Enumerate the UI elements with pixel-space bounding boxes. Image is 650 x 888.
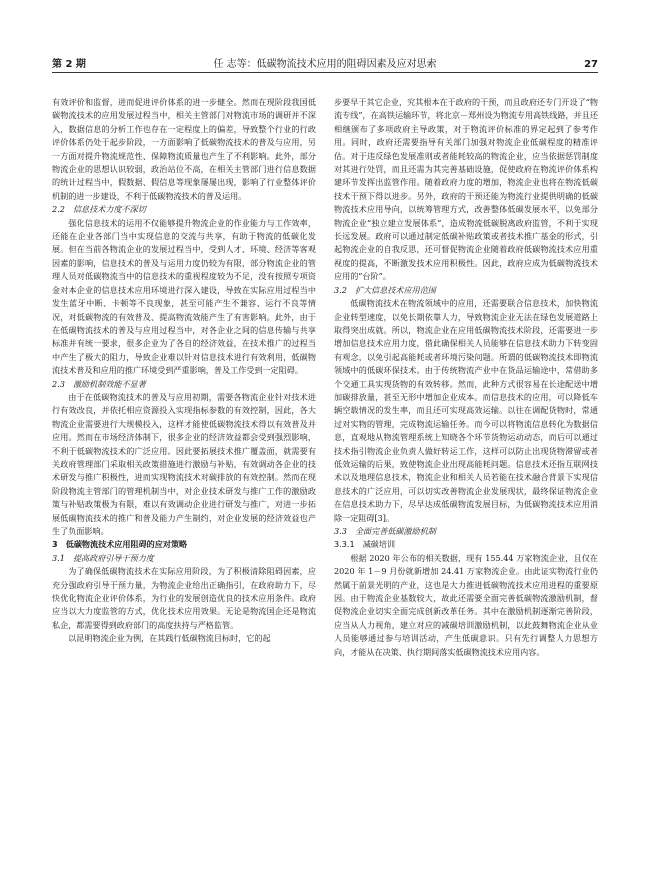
section-heading-3: 3 低碳物流技术应用阻碍的应对策略 bbox=[52, 539, 188, 550]
body-paragraph: 有效评价和监督，进而促进评价体系的进一步健全。然而在现阶段我国低碳物流技术的应用发展过程当中，相关主管部门对物流市场的调研并不深入，数据信息的分析工作也存在一定程度上的偏差，导致整个行业的行政评价体系仍处于起步阶段，一方面影响了低碳物流技术的普及与应用，另一方面对提升物流规范性、保障物流质量也产生了不利影响。此外，部分物流企业的思想认识较弱，政治站位不高，在相关主管部门进行信息数据的统计过程当中，假数据、假信息等现象屡屡出现，影响了行业整体评价机制的进一步建设，不利于低碳物流技术的普及运用。 bbox=[52, 97, 316, 201]
section-heading-2-3: 2.3 激励机制效能不显著 bbox=[52, 378, 146, 389]
running-title: 任 志等：低碳物流技术应用的阻碍因素及应对思索 bbox=[213, 59, 437, 70]
body-paragraph: 由于在低碳物流技术的普及与应用初期，需要各物流企业针对技术进行有效改良，并依托相应资源投入实现指标参数的有效控制，因此，各大物流企业需要进行大规模投入，这样才能使低碳物流技术得以有效普及并应用。然而在市场经济体制下，很多企业的经济效益都会受到强烈影响，不利于低碳物流技术的广泛应用。因此要拓展技术推广覆盖面，就需要有关政府管理部门采取相关政策措施进行激励与补贴，有效调动各企业的技术研发与推广积极性，进而实现物流技术对碳排放的有效控制。然而在现阶段物流主管部门的管理机制当中，对企业技术研发与推广工作的激励政策与补贴政策极为有限，难以有效调动企业进行研发与推广，对进一步拓展低碳物流技术的推广和普及能力产生制约，对企业发展的经济效益也产生了负面影响。 bbox=[52, 391, 316, 536]
body-paragraph: 根据 2020 年公布的相关数据，现有 155.44 万家物流企业，且仅在 2020 年 1－9 月份就新增加 24.41 万家物流企业。由此证实物流行业仍然属于前景光明的产业，这也是大力推进低碳物流技术应用进程的重要原因。由于物流企业基数较大，故此还需要全面完善低碳物流激励机制，督促物流企业切实全面完成创新改革任务。其中在激励机制逐渐完善阶段，应当从人力视角，建立对应的减碳培训激励机制，以此鼓舞物流企业从业人员能够通过参与培训活动，产生低碳意识。只有先行调整人力思想方向，才能从在决策、执行期间落实低碳物流技术应用内容。 bbox=[334, 552, 598, 657]
left-column bbox=[52, 96, 316, 866]
section-heading-3-1: 3.1 提高政府引导干预力度 bbox=[52, 552, 154, 563]
body-paragraph: 为了确保低碳物流技术在实际应用阶段，为了积极清除阻碍因素，应充分强政府引导干预力量，为物流企业给出正确指引，在政府助力下，尽快优化物流企业评价体系，为行业的发展创造优良的技术应用条件。政府应当以大力度监管的方式，优化技术应用效果。无论是物流国企还是物流私企，都需要得到政府部门的高度扶持与严格监管。 bbox=[52, 566, 316, 630]
section-heading-2-2: 2.2 信息技术力度不深切 bbox=[52, 204, 146, 215]
body-paragraph: 步要早于其它企业，究其根本在于政府的干预，而且政府还专门开设了“物流专线”，在高铁运输环节，将北京－郑州设为物流专用高铁线路，并且还相继颁布了多项政府主导政策，对于物流评价标准的界定起到了参考作用。同时，政府还需要指导有关部门加强对物流企业低碳程度的精准评估。对于违反绿色发展准则或者能耗较高的物流企业，应当依据惩罚制度对其进行处罚，而且还需为其完善基础设施，促使政府在物流评价体系构建环节发挥出监管作用。随着政府力度的增加，物流企业也将在物流低碳技术干预下得以进步。另外，政府的干预还能为物流行业提供明确的低碳物流技术应用导向，以统筹管理方式，改善整体低碳发展水平，以免部分物流企业“独立建立发展体系”，造成物流低碳脱离政府监管，不利于实现长远发展。政府可以通过制定低碳补贴政策或者技术推广基金的形式，引起物流企业的自我反思，还可督促物流企业随着政府低碳物流技术应用重视度的提高，不断激发技术应用积极性。因此，政府应成为低碳物流技术应用的“台阶”。 bbox=[334, 97, 598, 282]
issue-number: 第 2 期 bbox=[52, 59, 86, 70]
right-column bbox=[334, 96, 598, 866]
body-paragraph: 强化信息技术的运用不仅能够提升物流企业的作业能力与工作效率，还能在企业各部门当中实现信息的交流与共享，有助于物流的低碳化发展。但在当前各物流企业的发展过程当中，受到人才、环境、经济等客观因素的影响，信息技术的普及与运用力度仍较为有限，部分物流企业的管理人员对低碳物流当中的信息技术的重视程度较为不足，没有按照专项资金对本企业的信息技术应用环境进行深入建设，导致在实际应用过程当中发生蓝牙中断、卡顿等不良现象，甚至可能产生不兼容、运行不良等情况，对低碳物流的有效普及、提高物流效能产生了有害影响。此外，由于在低碳物流技术的普及与应用过程当中，对各企业之间的信息传输与共享标准并有统一要求，很多企业为了各自的经济效益，在技术推广的过程当中产生了极大的阻力，导致企业难以针对信息技术进行有效利用，低碳物流技术普及和应用的推广环境受到严重影响，普及工作受到一定阻碍。 bbox=[52, 217, 316, 376]
section-heading-3-3: 3.3 全面完善低碳激励机制 bbox=[334, 526, 436, 536]
section-heading-3-2: 3.2 扩大信息技术应用范围 bbox=[334, 284, 436, 295]
body-paragraph: 低碳物流技术在物流领域中的应用，还需要联合信息技术，加快物流企业转型速度，以免长期依靠人力，导致物流企业无法在绿色发展道路上取得突出成就。所以，物流企业在应用低碳物流技术阶段，还需要进一步增加信息技术应用力度，借此确保相关人员能够在信息技术助力下转变固有观念，以免引起高能耗或者环境污染问题。所谓的低碳物流技术即物流领域中的低碳环保技术。由于传统物流产业中在货品运输途中，常借助多个交通工具实现货物的有效转移。然而，此种方式很容易在长途配送中增加碳排放量，甚至无形中增加企业成本。而信息技术的应用，可以降低车辆空载情况的发生率，而且还可实现高效运输。以往在调配货物时，常通过对实物的管理，完成物流运输任务。而今可以将物流信息转化为数据信息，直观地从物流管理系统上知晓各个环节货物运动动态，而后可以通过技术指引物流企业负责人做好转运工作，这样可以防止出现货物滞留或者低效运输的后果，致使物流企业出现高能耗问题。信息技术还指互联网技术以及地理信息技术，物流企业和相关人员若能在技术融合背景下实现信息技术的广泛应用，可以切实改善物流企业发展现状，最终保证物流企业在信息技术助力下，尽早达成低碳物流发展目标，为低碳物流技术应用消除一定阻碍[3]。 bbox=[334, 298, 598, 523]
running-header bbox=[52, 58, 598, 73]
section-heading-3-3-1: 3.3.1 减碳培训 bbox=[334, 539, 396, 550]
page-number: 27 bbox=[584, 59, 598, 70]
body-paragraph: 以昆明物流企业为例，在其践行低碳物流目标时，它的起 bbox=[68, 633, 271, 644]
